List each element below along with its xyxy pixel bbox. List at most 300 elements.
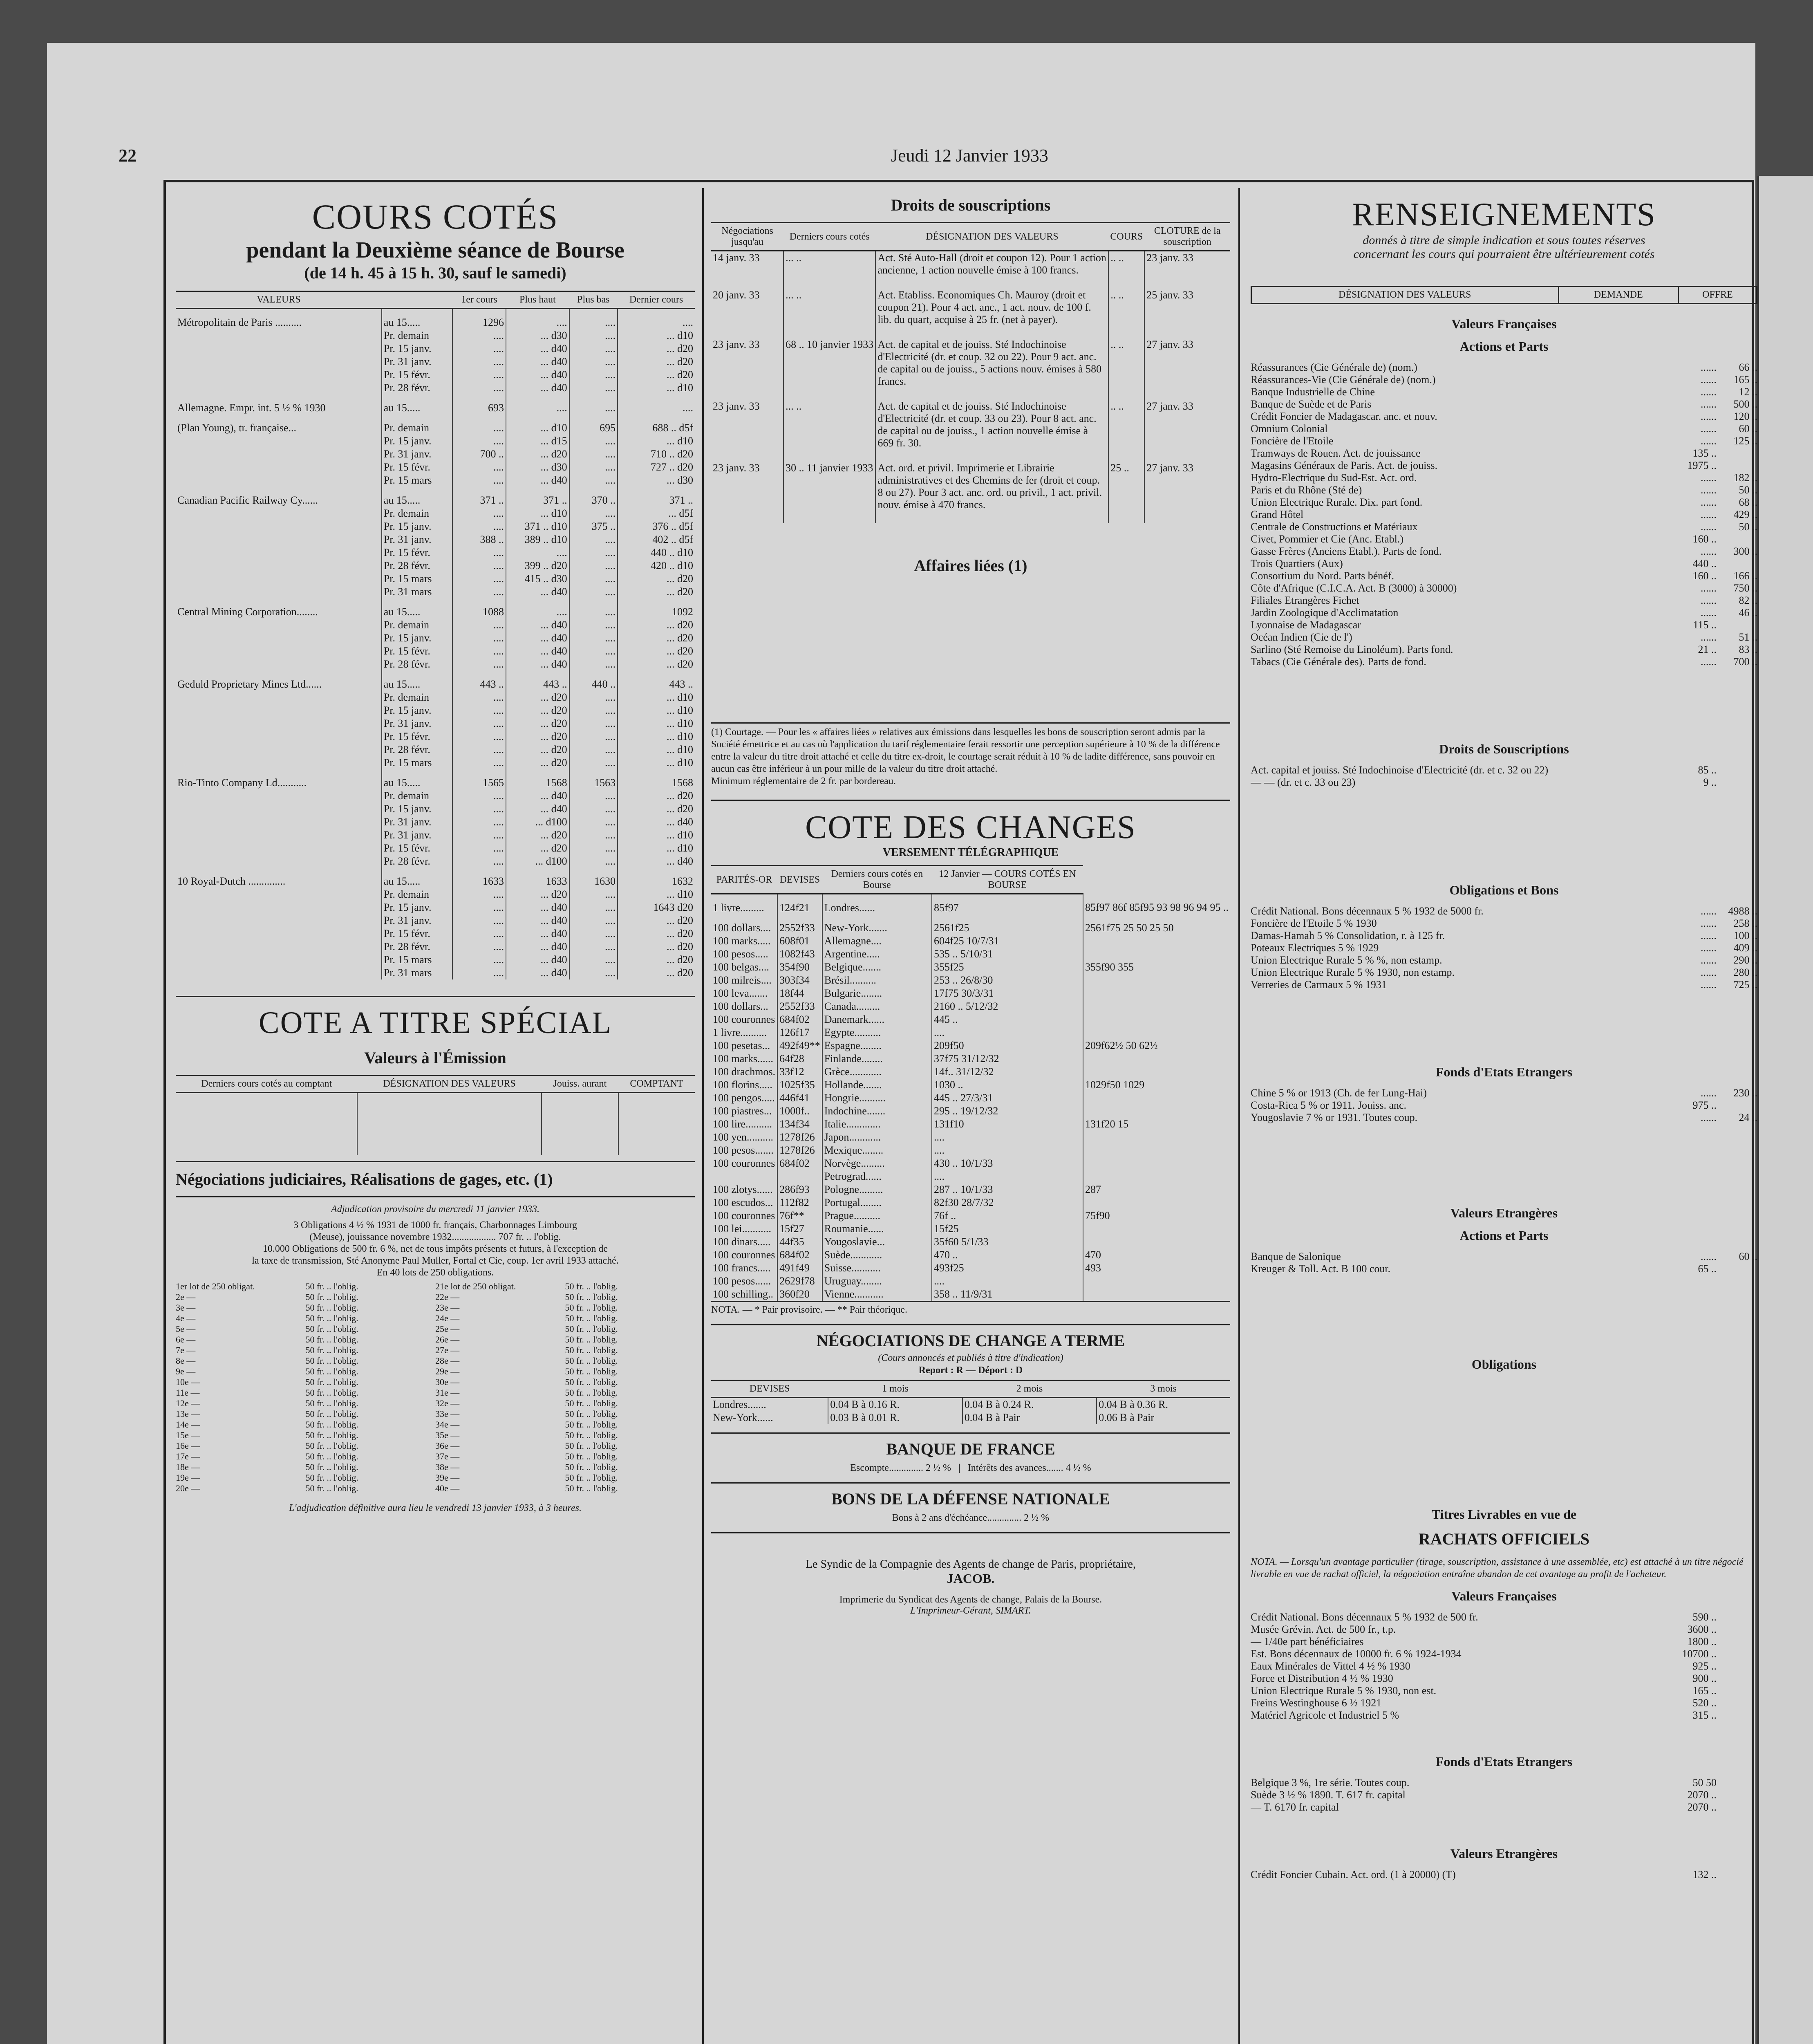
column-header: Derniers cours cotés au comptant [176, 1076, 357, 1093]
table-cell: .... [569, 717, 618, 730]
table-cell: .... [569, 914, 618, 927]
table-cell: ... d40 [506, 381, 569, 394]
table-cell: 1643 d20 [618, 901, 695, 914]
table-cell: ... d20 [618, 789, 695, 802]
table-cell: 0.04 B à Pair [962, 1411, 1097, 1424]
table-cell: 209f62½ 50 62½ [1083, 1039, 1230, 1052]
lot-price: 50 fr. .. l'oblig. [565, 1356, 618, 1366]
offre-value [1717, 1263, 1757, 1275]
table-cell: Pr. 31 mars [382, 585, 452, 598]
table-cell: ... d10 [618, 756, 695, 769]
table-cell: .... [452, 730, 506, 743]
table-cell: Pr. 28 févr. [382, 559, 452, 572]
table-cell: 371 .. [618, 487, 695, 507]
offre-value: 12 .. [1739, 386, 1757, 398]
table-cell: Pr. 15 févr. [382, 927, 452, 940]
table-row [176, 802, 695, 816]
column-header: VALEURS [176, 291, 382, 309]
table-cell: 287 [1083, 1183, 1230, 1196]
table-cell: ... d20 [506, 756, 569, 769]
table-cell: .... [569, 658, 618, 671]
list-row [1251, 545, 1757, 558]
table-cell [1083, 1222, 1230, 1235]
list-row [1251, 533, 1757, 545]
table-cell: 100 francs..... [713, 1262, 771, 1274]
table-cell: 443 .. [618, 671, 695, 691]
table-cell: .... [452, 940, 506, 953]
offre-value [1717, 1789, 1757, 1801]
table-cell: .... [452, 461, 506, 474]
table-cell: .... [569, 342, 618, 355]
table-cell: .... [452, 717, 506, 730]
demande-value: ...... [1701, 1087, 1717, 1099]
table-cell: ... d100 [506, 816, 569, 829]
table-row [711, 289, 1230, 338]
lot-label: 32e — [435, 1398, 460, 1408]
table-cell: 684f02 [777, 1013, 822, 1026]
demande-value: 135 .. [1692, 447, 1717, 459]
table-cell: Act. de capital et de jouiss. Sté Indochinoise d'Electricité (dr. et coup. 32 ou 22). Pour 9 act. anc. de capital ou de jouiss., 5 actions nouv. émises à 580 francs. [875, 338, 1108, 400]
table-cell: .... [452, 415, 506, 435]
table-cell: .... [932, 1275, 1083, 1288]
table-cell: ... d10 [618, 381, 695, 394]
table-cell: Yougoslavie... [822, 1235, 932, 1248]
table-cell [1083, 1013, 1230, 1026]
table-cell: ... d20 [618, 966, 695, 979]
table-cell [176, 966, 382, 979]
table-cell: 1633 [452, 868, 506, 888]
column-header: DÉSIGNATION DES VALEURS [875, 223, 1108, 251]
table-cell: 75f90 [1083, 1209, 1230, 1222]
table-cell: ... d40 [506, 940, 569, 953]
offre-value [1717, 1709, 1757, 1721]
table-cell: 85f97 86f 85f95 93 98 96 94 95 .. [1083, 894, 1230, 915]
table-cell: .... [569, 756, 618, 769]
table-cell: .... [452, 520, 506, 533]
lot-price: 50 fr. .. l'oblig. [565, 1462, 618, 1472]
table-cell: 209f50 [932, 1039, 1083, 1052]
table-cell: Pr. 31 janv. [382, 914, 452, 927]
table-cell [1083, 974, 1230, 987]
list-row [1251, 607, 1757, 619]
table-cell: 134f34 [777, 1118, 822, 1131]
list-row [1251, 558, 1757, 570]
table-cell: 727 .. d20 [618, 461, 695, 474]
list-row [1251, 1697, 1757, 1709]
table-cell: 695 [569, 415, 618, 435]
offre-value: 50 .. [1739, 484, 1757, 496]
offre-value [1717, 1099, 1757, 1112]
table-cell: .... [452, 645, 506, 658]
list-row [1251, 459, 1757, 472]
table-cell [176, 520, 382, 533]
list-row [1251, 1648, 1757, 1660]
table-cell: ... d30 [506, 461, 569, 474]
valeur-name: Yougoslavie 7 % or 1931. Toutes coup. [1251, 1112, 1418, 1123]
offre-value: 166 .. [1733, 570, 1757, 582]
table-cell: 415 .. d30 [506, 572, 569, 585]
table-cell [176, 585, 382, 598]
table-cell: .... [452, 842, 506, 855]
list-row [1251, 1789, 1757, 1801]
valeur-name: Union Electrique Rurale 5 % 1930, non est. [1251, 1685, 1437, 1697]
valeur-name: Centrale de Constructions et Matériaux [1251, 521, 1418, 533]
table-cell: 371 .. d10 [506, 520, 569, 533]
table-cell: 2552f33 [777, 1000, 822, 1013]
page-date: Jeudi 12 Janvier 1933 [891, 146, 1048, 166]
table-cell: Pr. 15 févr. [382, 645, 452, 658]
lot-row [176, 1281, 695, 1292]
lot-label: 15e — [176, 1430, 200, 1440]
table-cell: .... [569, 632, 618, 645]
table-cell: 112f82 [777, 1196, 822, 1209]
table-cell: .... [452, 342, 506, 355]
table-cell: 100 milreis.... [713, 974, 772, 986]
offre-value [1717, 776, 1757, 789]
table-cell: 0.06 B à Pair [1097, 1411, 1230, 1424]
table-cell: 399 .. d20 [506, 559, 569, 572]
table-cell: ... d20 [618, 658, 695, 671]
table-cell: ... d40 [506, 927, 569, 940]
table-cell: 1025f35 [777, 1078, 822, 1091]
table-cell: .... [569, 546, 618, 559]
valeur-name: Jardin Zoologique d'Acclimatation [1251, 607, 1399, 619]
table-row [176, 572, 695, 585]
banque-france-title: BANQUE DE FRANCE [886, 1440, 1055, 1458]
table-cell: ... d10 [618, 888, 695, 901]
list-row [1251, 361, 1757, 374]
table-cell [176, 927, 382, 940]
table-row [176, 914, 695, 927]
table-cell: 76f** [777, 1209, 822, 1222]
table-row [176, 888, 695, 901]
table-cell: 124f21 [777, 894, 822, 915]
table-cell: 1 livre.......... [713, 1026, 767, 1038]
table-cell: ... d30 [506, 329, 569, 342]
table-cell: ... d10 [618, 435, 695, 448]
cote-changes-title: COTE DES CHANGES [805, 809, 1136, 845]
table-row [711, 894, 1230, 915]
column-header: PARITÉS-OR [711, 866, 777, 894]
section-heading: Valeurs Etrangères [1450, 1846, 1558, 1861]
demande-value: 590 .. [1692, 1611, 1717, 1623]
lot-label: 11e — [176, 1387, 200, 1398]
offre-value: 500 .. [1733, 398, 1757, 410]
table-cell: ... d20 [506, 691, 569, 704]
valeur-name: Lyonnaise de Madagascar [1251, 619, 1361, 631]
column-header [382, 291, 452, 309]
list-row [1251, 764, 1757, 776]
demande-value: 85 .. [1698, 764, 1717, 776]
table-cell: 14f.. 31/12/32 [932, 1065, 1083, 1078]
table-cell [1083, 1091, 1230, 1105]
list-row [1251, 930, 1757, 942]
table-cell: 0.03 B à 0.01 R. [828, 1411, 962, 1424]
table-cell: Geduld Proprietary Mines Ltd...... [177, 678, 322, 690]
offre-value [1717, 1801, 1757, 1813]
table-cell [176, 717, 382, 730]
lot-price: 50 fr. .. l'oblig. [565, 1324, 618, 1334]
table-row [176, 691, 695, 704]
table-cell: 440 .. d10 [618, 546, 695, 559]
table-cell: Pr. 15 févr. [382, 842, 452, 855]
table-cell: .... [618, 394, 695, 415]
table-cell: Uruguay........ [822, 1275, 932, 1288]
table-cell: ... d20 [618, 802, 695, 816]
offre-value: 258 .. [1733, 917, 1757, 929]
valeur-name: Trois Quartiers (Aux) [1251, 558, 1343, 569]
table-row [176, 474, 695, 487]
table-cell: 100 pesetas... [713, 1040, 770, 1051]
table-cell: .... [569, 802, 618, 816]
text-line: la taxe de transmission, Sté Anonyme Paul Muller, Fortal et Cie, coup. 1er avril 1933 attaché. [252, 1255, 619, 1266]
table-cell: Pr. demain [382, 691, 452, 704]
valeur-name: Chine 5 % or 1913 (Ch. de fer Lung-Hai) [1251, 1087, 1427, 1099]
table-cell: 688 .. d5f [618, 415, 695, 435]
table-row [176, 953, 695, 966]
table-cell: Pr. 31 janv. [382, 717, 452, 730]
table-cell: .... [569, 691, 618, 704]
table-cell: ... d20 [506, 730, 569, 743]
table-cell: 100 lire.......... [713, 1118, 772, 1130]
table-cell [176, 533, 382, 546]
table-cell: 684f02 [777, 1248, 822, 1262]
offre-value: 68 .. [1739, 496, 1757, 508]
changes-nota: NOTA. — * Pair provisoire. — ** Pair théorique. [711, 1301, 1230, 1316]
valeur-name: — T. 6170 fr. capital [1251, 1801, 1339, 1813]
table-cell: Allemagne. Empr. int. 5 ½ % 1930 [177, 402, 326, 414]
table-row [711, 1039, 1230, 1052]
table-row [711, 1026, 1230, 1039]
column-header: OFFRE [1679, 287, 1757, 304]
lot-price: 50 fr. .. l'oblig. [565, 1281, 618, 1291]
table-cell: .... [569, 940, 618, 953]
column-header: Dernier cours [618, 291, 695, 309]
table-row [176, 704, 695, 717]
column-header: 1 mois [828, 1381, 962, 1398]
table-cell: 710 .. d20 [618, 448, 695, 461]
table-cell: 303f34 [777, 974, 822, 987]
table-row [711, 1196, 1230, 1209]
offre-value: 24 .. [1739, 1112, 1757, 1123]
offre-value [1717, 1672, 1757, 1685]
demande-value: ...... [1701, 1251, 1717, 1262]
table-cell [176, 855, 382, 868]
column-header: 1er cours [452, 291, 506, 309]
table-cell: 23 janv. 33 [713, 400, 760, 412]
table-cell: Roumanie...... [822, 1222, 932, 1235]
valeur-name: Foncière de l'Etoile [1251, 435, 1334, 447]
table-cell: Pr. demain [382, 415, 452, 435]
table-cell: Pr. 28 févr. [382, 658, 452, 671]
table-cell: 100 dinars..... [713, 1236, 771, 1248]
lot-price: 50 fr. .. l'oblig. [565, 1292, 618, 1302]
table-row [176, 940, 695, 953]
list-row [1251, 1611, 1757, 1623]
table-cell [176, 368, 382, 381]
demande-value: ...... [1701, 521, 1717, 533]
table-cell: Pr. demain [382, 507, 452, 520]
table-cell: Brésil.......... [822, 974, 932, 987]
lot-row [176, 1334, 695, 1345]
offre-value: 429 .. [1733, 509, 1757, 520]
table-cell: .... [452, 966, 506, 979]
section-heading: RACHATS OFFICIELS [1418, 1530, 1590, 1548]
table-cell: 491f49 [777, 1262, 822, 1275]
table-cell: .... [452, 927, 506, 940]
table-cell: ... d20 [618, 342, 695, 355]
table-row [176, 789, 695, 802]
lot-label: 21e lot de 250 obligat. [435, 1281, 516, 1291]
table-cell: 100 escudos... [713, 1197, 773, 1208]
table-cell: Pr. 31 janv. [382, 533, 452, 546]
table-cell: .... [569, 704, 618, 717]
table-row [711, 1222, 1230, 1235]
demande-value: ...... [1701, 966, 1717, 978]
table-cell [176, 816, 382, 829]
column-header: COURS [1108, 223, 1144, 251]
table-row [176, 533, 695, 546]
table-cell [176, 461, 382, 474]
lot-label: 14e — [176, 1419, 200, 1430]
table-cell: Pr. demain [382, 329, 452, 342]
lot-label: 19e — [176, 1472, 200, 1483]
demande-value: 2070 .. [1687, 1801, 1717, 1813]
lot-label: 5e — [176, 1324, 196, 1334]
table-cell: Pr. 15 janv. [382, 520, 452, 533]
table-cell [1083, 1196, 1230, 1209]
table-row [711, 1170, 1230, 1183]
table-cell: Londres....... [713, 1399, 766, 1410]
list-row [1251, 594, 1757, 607]
lot-label: 8e — [176, 1356, 196, 1366]
table-cell: 388 .. [452, 533, 506, 546]
table-row [176, 342, 695, 355]
affaires-liees-heading: Affaires liées (1) [914, 556, 1027, 575]
valeur-name: Foncière de l'Etoile 5 % 1930 [1251, 917, 1377, 929]
table-cell: Argentine..... [822, 948, 932, 961]
demande-value: ...... [1701, 472, 1717, 484]
column-header: Derniers cours cotés [783, 223, 875, 251]
list-row [1251, 1112, 1757, 1124]
demande-value: 3600 .. [1687, 1623, 1717, 1635]
table-cell: Pr. 28 févr. [382, 381, 452, 394]
table-cell: 82f30 28/7/32 [932, 1196, 1083, 1209]
column-header: COMPTANT [618, 1076, 695, 1093]
table-cell: 493 [1083, 1262, 1230, 1275]
offre-value [1717, 619, 1757, 631]
table-cell [176, 829, 382, 842]
table-cell: .... [452, 914, 506, 927]
table-row [176, 619, 695, 632]
table-cell: .... [452, 355, 506, 368]
table-cell: 14 janv. 33 [713, 252, 760, 264]
offre-value: 182 .. [1733, 472, 1757, 484]
valeur-name: Paris et du Rhône (Sté de) [1251, 484, 1362, 496]
table-row [711, 251, 1230, 289]
offre-value: 290 .. [1733, 954, 1757, 966]
table-cell: .... [569, 829, 618, 842]
table-row [176, 756, 695, 769]
table-row [711, 1288, 1230, 1301]
table-row [176, 816, 695, 829]
demande-value: 975 .. [1692, 1099, 1717, 1111]
offre-value [1717, 1685, 1757, 1697]
valeur-name: Eaux Minérales de Vittel 4 ½ % 1930 [1251, 1660, 1410, 1672]
table-cell: .... [569, 507, 618, 520]
table-row [711, 1157, 1230, 1170]
valeur-name: Belgique 3 %, 1re série. Toutes coup. [1251, 1777, 1410, 1788]
table-cell: ... d20 [506, 888, 569, 901]
table-cell [1083, 1065, 1230, 1078]
table-row [176, 507, 695, 520]
demande-value: 315 .. [1692, 1709, 1717, 1721]
table-cell: 354f90 [777, 961, 822, 974]
lot-price: 50 fr. .. l'oblig. [565, 1398, 618, 1408]
table-cell: 446f41 [777, 1091, 822, 1105]
list-row [1251, 1623, 1757, 1636]
table-row [176, 717, 695, 730]
table-cell: 100 pesos....... [713, 1144, 774, 1156]
table-row [176, 448, 695, 461]
table-cell: 493f25 [932, 1262, 1083, 1275]
table-cell: ... d10 [618, 743, 695, 756]
table-cell: 100 zlotys...... [713, 1183, 773, 1195]
demande-value: ...... [1701, 398, 1717, 410]
table-cell: Prague.......... [822, 1209, 932, 1222]
table-cell: ... d15 [506, 435, 569, 448]
table-cell: .... [452, 953, 506, 966]
valeur-name: Banque de Suède et de Paris [1251, 398, 1372, 410]
demande-value: ...... [1701, 954, 1717, 966]
table-cell: ... d40 [506, 619, 569, 632]
table-cell: .... [569, 381, 618, 394]
offre-value [1717, 1697, 1757, 1709]
column-middle [711, 188, 1230, 1616]
table-cell: 430 .. 10/1/33 [932, 1157, 1083, 1170]
table-cell: 25 .. [1108, 462, 1144, 523]
lot-price: 50 fr. .. l'oblig. [305, 1483, 358, 1493]
demande-value: ...... [1701, 607, 1717, 619]
offre-value: 51 .. [1739, 631, 1757, 643]
table-cell [176, 704, 382, 717]
lot-label: 18e — [176, 1462, 200, 1472]
table-cell: 295 .. 19/12/32 [932, 1105, 1083, 1118]
table-cell: au 15..... [382, 671, 452, 691]
table-cell [176, 435, 382, 448]
table-cell: 100 belgas.... [713, 961, 769, 973]
table-cell: 1029f50 1029 [1083, 1078, 1230, 1091]
table-cell: Portugal........ [822, 1196, 932, 1209]
table-cell: .... [569, 572, 618, 585]
lot-label: 12e — [176, 1398, 200, 1408]
table-cell: 18f44 [777, 987, 822, 1000]
table-cell: 2561f25 [932, 914, 1083, 935]
table-cell: Pr. 15 mars [382, 572, 452, 585]
table-cell: 684f02 [777, 1157, 822, 1170]
table-cell: ... d20 [618, 927, 695, 940]
table-cell: Allemagne.... [822, 935, 932, 948]
table-cell: ... d40 [618, 855, 695, 868]
valeur-name: Kreuger & Toll. Act. B 100 cour. [1251, 1263, 1391, 1275]
table-cell: 23 janv. 33 [1144, 251, 1230, 289]
table-cell [1083, 1052, 1230, 1065]
table-cell: ... d40 [506, 632, 569, 645]
table-cell: au 15..... [382, 309, 452, 329]
table-cell: .... [452, 546, 506, 559]
table-cell [1083, 1170, 1230, 1183]
table-cell: .... [618, 309, 695, 329]
